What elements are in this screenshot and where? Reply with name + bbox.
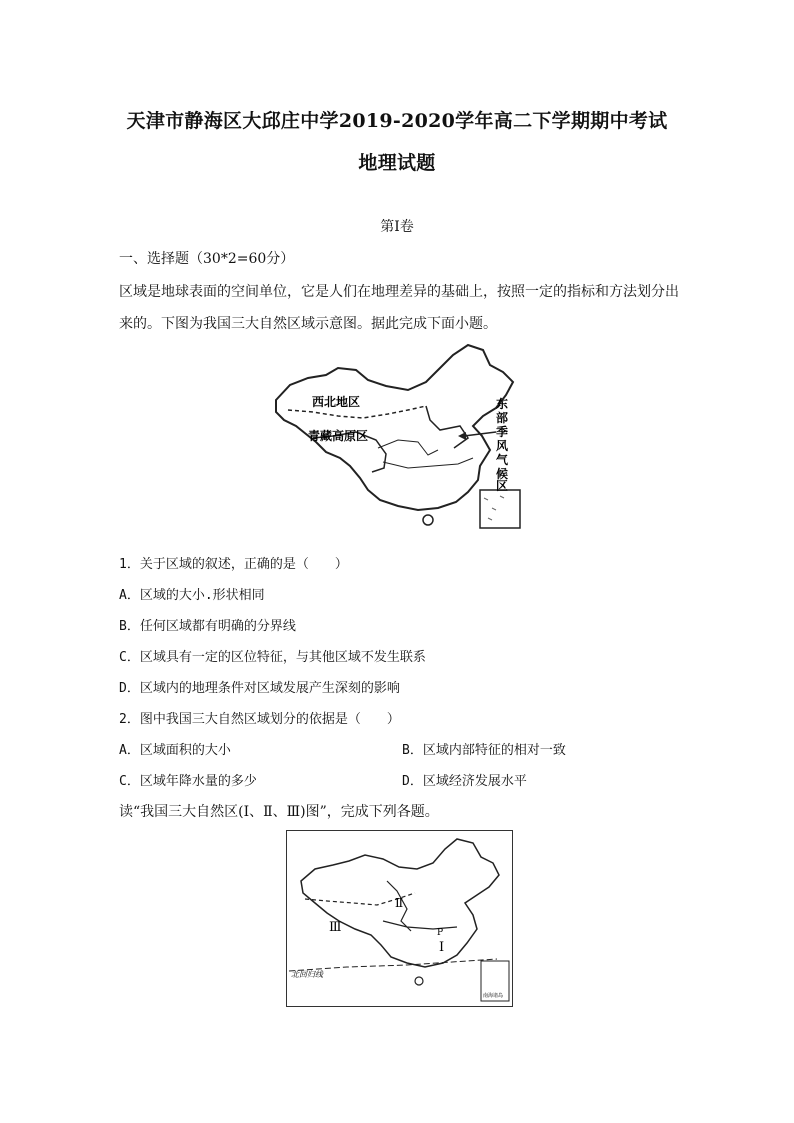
label-east-char-3: 季 — [496, 425, 509, 439]
question-1-stem: 1．关于区域的叙述，正确的是（ ） — [119, 557, 348, 572]
label-east-char-1: 东 — [496, 397, 509, 411]
question-2-stem: 2．图中我国三大自然区域划分的依据是（ ） — [119, 712, 400, 727]
intro-line-1: 区域是地球表面的空间单位，它是人们在地理差异的基础上，按照一定的指标和方法划分出 — [119, 284, 679, 300]
yellow-river — [378, 440, 438, 455]
label-tropic: 北回归线 — [291, 970, 323, 979]
read-prompt: 读“我国三大自然区(Ⅰ、Ⅱ、Ⅲ)图”，完成下列各题。 — [119, 804, 439, 820]
question-2-option-c: C．区域年降水量的多少 — [119, 774, 257, 789]
hainan-island — [423, 515, 433, 525]
china-regions-map — [268, 340, 526, 530]
question-1-option-d: D．区域内的地理条件对区域发展产生深刻的影响 — [119, 681, 400, 696]
exam-title: 天津市静海区大邱庄中学2019-2020学年高二下学期期中考试 — [126, 110, 668, 132]
south-sea-inset — [480, 490, 520, 528]
label-qingzang: 青藏高原区 — [308, 429, 369, 443]
yangtze-river — [383, 458, 473, 468]
section-heading: 一、选择题（30*2=60分） — [119, 251, 295, 267]
label-inset: 南海诸岛 — [483, 993, 504, 999]
label-region-II: Ⅱ — [395, 896, 404, 910]
china-three-regions-map — [286, 830, 513, 1007]
question-1-option-a: A．区域的大小.形状相同 — [119, 588, 265, 603]
exam-subtitle: 地理试题 — [358, 152, 436, 174]
label-east-char-7: 区 — [496, 479, 509, 493]
hainan-island-2 — [415, 977, 423, 985]
china-outline — [276, 345, 513, 510]
label-east-char-4: 风 — [496, 439, 509, 453]
question-1-option-c: C．区域具有一定的区位特征，与其他区域不发生联系 — [119, 650, 426, 665]
question-1-option-b: B．任何区域都有明确的分界线 — [119, 619, 296, 634]
label-northwest: 西北地区 — [312, 395, 361, 409]
east-boundary — [426, 406, 468, 448]
label-east-char-6: 候 — [496, 467, 509, 481]
label-east-char-5: 气 — [496, 453, 509, 467]
label-region-I: Ⅰ — [439, 940, 445, 955]
question-2-option-d: D．区域经济发展水平 — [402, 774, 527, 789]
label-region-III: Ⅲ — [329, 920, 342, 935]
label-east-monsoon — [496, 396, 509, 493]
question-2-option-b: B．区域内部特征的相对一致 — [402, 743, 566, 758]
region-boundary-I — [383, 921, 457, 929]
volume-label: 第Ⅰ卷 — [380, 219, 414, 235]
question-2-option-a: A．区域面积的大小 — [119, 743, 231, 758]
intro-line-2: 来的。下图为我国三大自然区域示意图。据此完成下面小题。 — [119, 316, 497, 332]
label-east-char-2: 部 — [496, 411, 509, 425]
label-point-p: P — [437, 928, 444, 938]
